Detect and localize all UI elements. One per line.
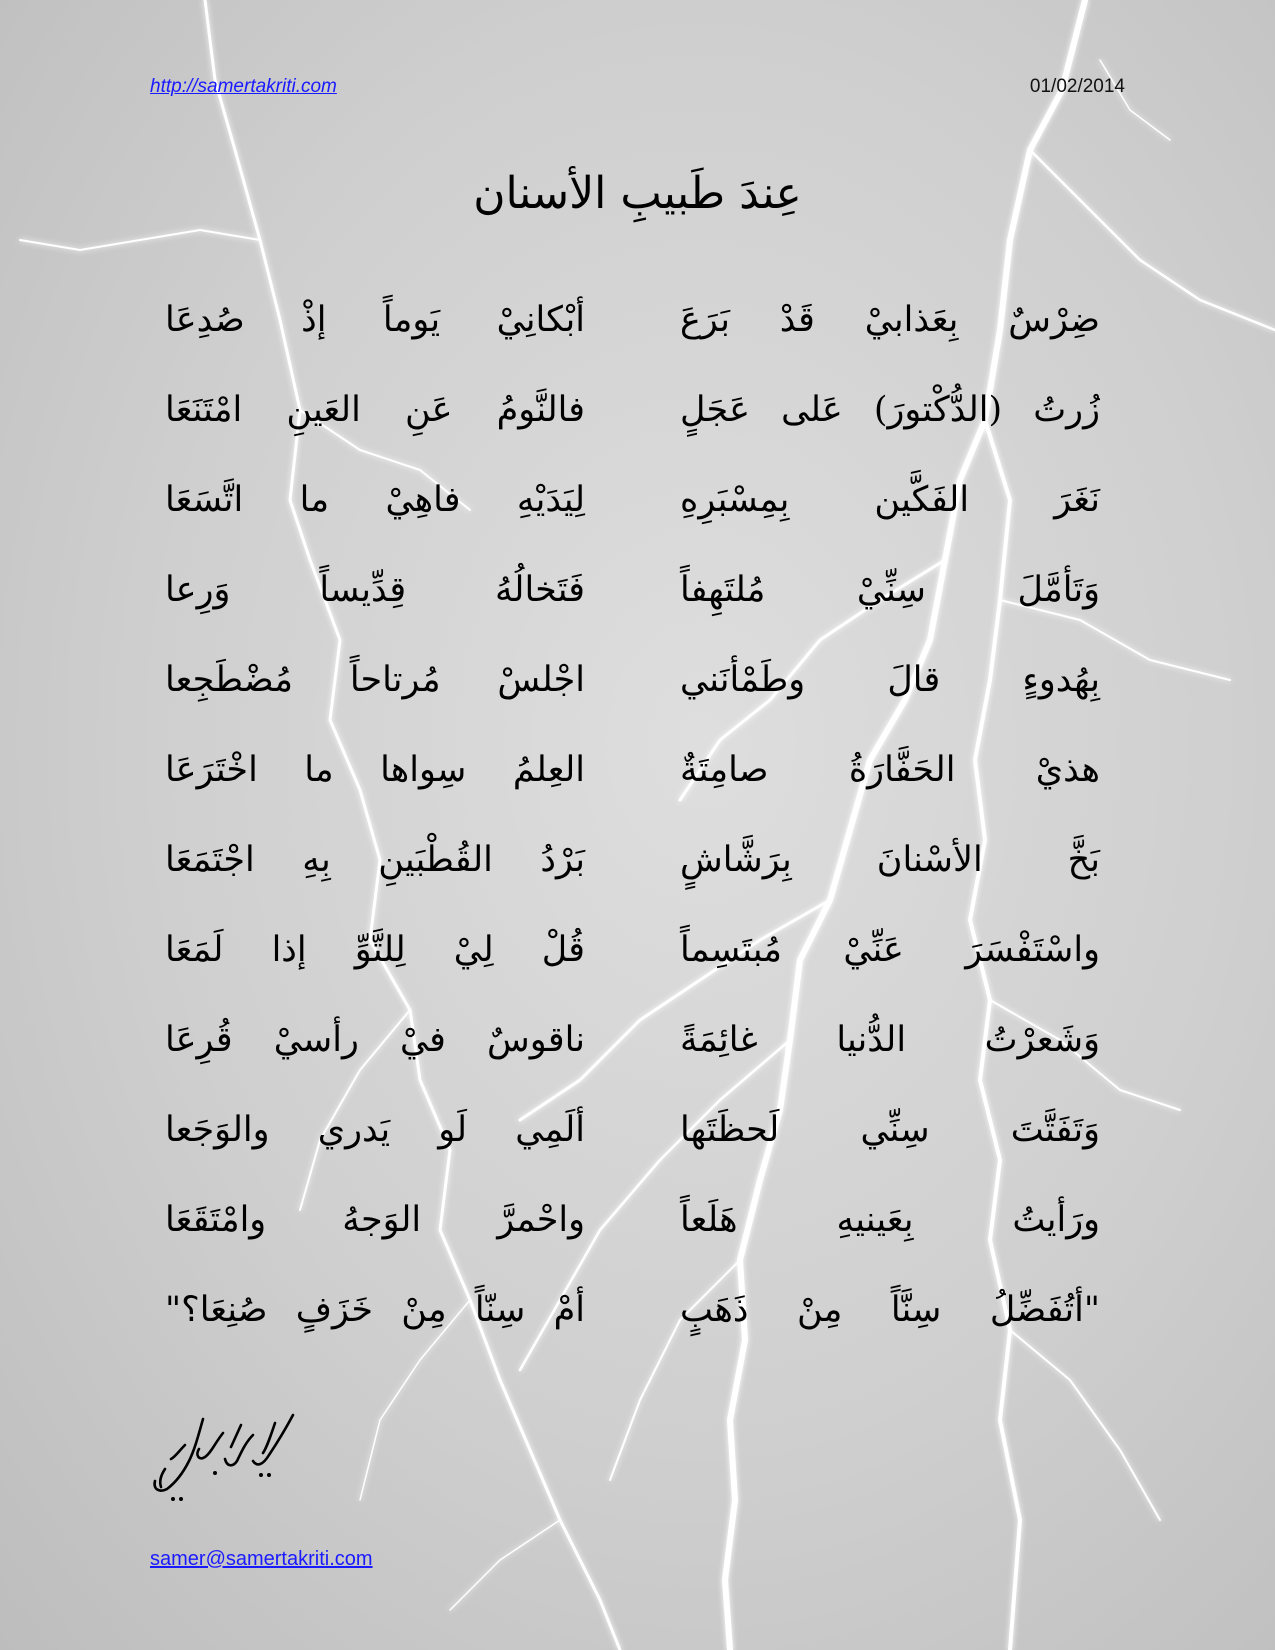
poem-body bbox=[165, 300, 1100, 1380]
verse-hemistich-right: وَتَفَتَّتَ سِنِّي لَحظَتَها bbox=[680, 1110, 1100, 1150]
document-date: 01/02/2014 bbox=[1029, 76, 1125, 97]
poem-verse bbox=[165, 930, 1100, 1020]
verse-hemistich-left: قُلْ لِيْ لِلتَّوِّ إذا لَمَعَا bbox=[165, 930, 585, 970]
poem-title: عِندَ طَبيبِ الأسنان bbox=[473, 168, 802, 219]
verse-hemistich-right: نَغَرَ الفَكَّين بِمِسْبَرِهِ bbox=[680, 480, 1100, 520]
verse-hemistich-right: بِهُدوءٍ قالَ وطَمْأنَني bbox=[680, 660, 1100, 700]
poem-verse bbox=[165, 1290, 1100, 1380]
verse-hemistich-left: أمْ سِنّاً مِنْ خَزَفٍ صُنِعَا؟" bbox=[165, 1290, 585, 1330]
verse-hemistich-right: وَتَأمَّلَ سِنِّيْ مُلتَهِفاً bbox=[680, 570, 1100, 610]
verse-hemistich-left: ألَمِي لَو يَدري والوَجَعا bbox=[165, 1110, 585, 1150]
poem-verse bbox=[165, 300, 1100, 390]
verse-hemistich-right: بَخَّ الأسْنانَ بِرَشَّاشٍ bbox=[680, 840, 1100, 880]
verse-hemistich-right: واسْتَفْسَرَ عَنِّيْ مُبتَسِماً bbox=[680, 930, 1100, 970]
poem-verse bbox=[165, 1020, 1100, 1110]
verse-hemistich-right: زُرتُ (الدُّكْتورَ) عَلى عَجَلٍ bbox=[680, 390, 1100, 430]
handwritten-signature bbox=[145, 1395, 305, 1505]
poem-verse bbox=[165, 480, 1100, 570]
poem-verse bbox=[165, 570, 1100, 660]
verse-hemistich-left: فالنَّومُ عَنِ العَينِ امْتَنَعَا bbox=[165, 390, 585, 430]
verse-hemistich-left: العِلمُ سِواها ما اخْتَرَعَا bbox=[165, 750, 585, 790]
email-link[interactable]: samer@samertakriti.com bbox=[150, 1548, 373, 1570]
poem-verse bbox=[165, 660, 1100, 750]
verse-hemistich-right: ضِرْسٌ بِعَذابيْ قَدْ بَرَعَ bbox=[680, 300, 1100, 340]
website-link[interactable]: http://samertakriti.com bbox=[150, 76, 337, 97]
poem-verse bbox=[165, 1200, 1100, 1290]
verse-hemistich-right: هذيْ الحَفَّارَةُ صامِتَةٌ bbox=[680, 750, 1100, 790]
poem-verse bbox=[165, 840, 1100, 930]
verse-hemistich-right: "أتُفَضِّلُ سِنَّاً مِنْ ذَهَبٍ bbox=[680, 1290, 1100, 1330]
poem-verse bbox=[165, 750, 1100, 840]
verse-hemistich-left: واحْمرَّ الوَجهُ وامْتَقَعَا bbox=[165, 1200, 585, 1240]
verse-hemistich-left: اجْلسْ مُرتاحاً مُضْطَجِعا bbox=[165, 660, 585, 700]
verse-hemistich-left: لِيَدَيْهِ فاهِيْ ما اتَّسَعَا bbox=[165, 480, 585, 520]
poem-verse bbox=[165, 1110, 1100, 1200]
verse-hemistich-right: وَشَعرْتُ الدُّنيا غائِمَةً bbox=[680, 1020, 1100, 1060]
verse-hemistich-left: بَرْدُ القُطْبَينِ بِهِ اجْتَمَعَا bbox=[165, 840, 585, 880]
verse-hemistich-left: أبْكانِيْ يَوماً إذْ صُدِعَا bbox=[165, 300, 585, 340]
verse-hemistich-left: ناقوسٌ فيْ رأسيْ قُرِعَا bbox=[165, 1020, 585, 1060]
verse-hemistich-left: فَتَخالُهُ قِدِّيساً وَرِعا bbox=[165, 570, 585, 610]
poem-verse bbox=[165, 390, 1100, 480]
verse-hemistich-right: ورَأيتُ بِعَينيهِ هَلَعاً bbox=[680, 1200, 1100, 1240]
